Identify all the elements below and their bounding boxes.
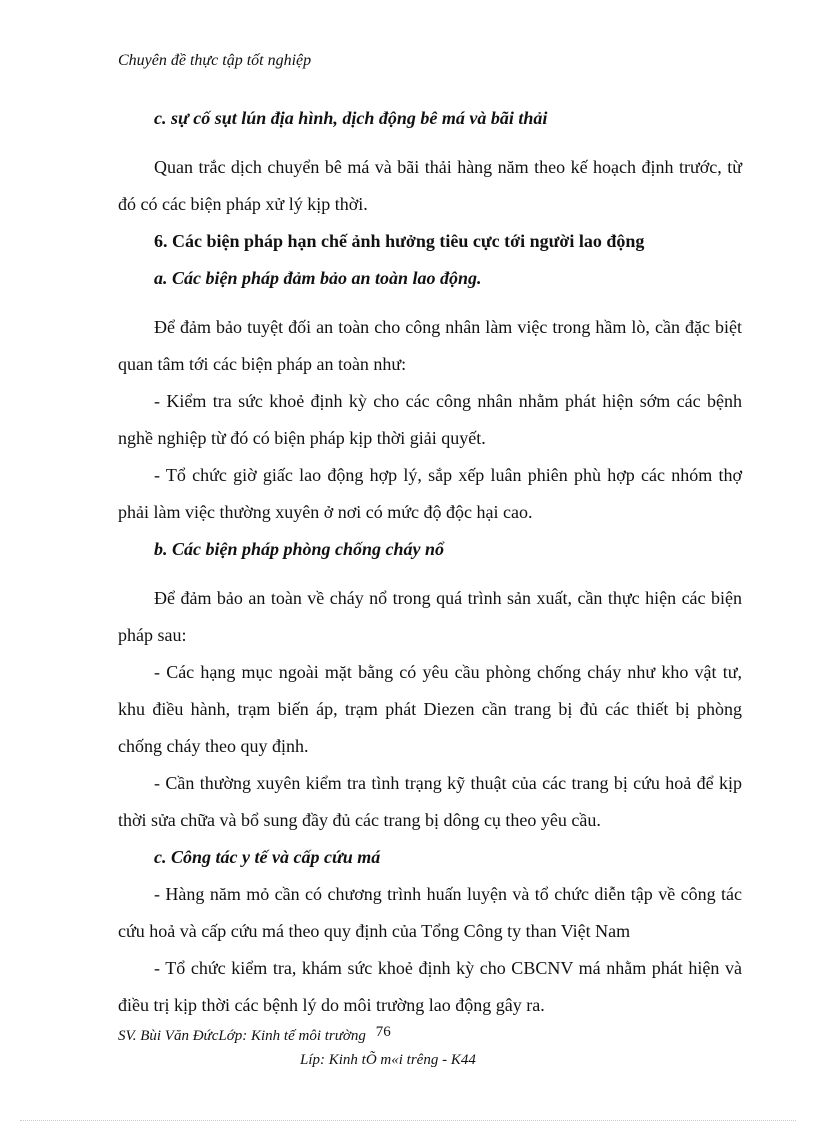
section-a-heading: a. Các biện pháp đảm bảo an toàn lao động. bbox=[154, 268, 482, 288]
section-b-heading: b. Các biện pháp phòng chống cháy nổ bbox=[154, 539, 445, 559]
footer-class-line: Líp: Kinh tÕ m«i trêng - K44 bbox=[300, 1052, 476, 1068]
section-b-paragraph-1: Để đảm bảo an toàn về cháy nổ trong quá trình sản xuất, cần thực hiện các biện pháp sau: bbox=[118, 588, 742, 645]
running-header: Chuyên đề thực tập tốt nghiệp bbox=[118, 52, 312, 69]
page-footer bbox=[118, 1024, 391, 1045]
section-a-paragraph-2: - Kiểm tra sức khoẻ định kỳ cho các công nhân nhằm phát hiện sớm các bệnh nghề nghiệp từ đó có biện pháp kịp thời giải quyết. bbox=[118, 391, 742, 448]
section-c-heading: c. sự cố sụt lún địa hình, dịch động bê má và bãi thải bbox=[154, 108, 548, 128]
section-c2-paragraph-1: - Hàng năm mỏ cần có chương trình huấn luyện và tổ chức diễn tập về công tác cứu hoả và cấp cứu má theo quy định của Tổng Công ty than Việt Nam bbox=[118, 884, 742, 941]
section-a-paragraph-3: - Tổ chức giờ giấc lao động hợp lý, sắp xếp luân phiên phù hợp các nhóm thợ phải làm việc thường xuyên ở nơi có mức độ độc hại cao. bbox=[118, 465, 742, 522]
page-number: 76 bbox=[375, 1024, 391, 1040]
section-c-paragraph: Quan trắc dịch chuyển bê má và bãi thải hàng năm theo kế hoạch định trước, từ đó có các biện pháp xử lý kịp thời. bbox=[118, 157, 742, 214]
section-b-paragraph-3: - Cần thường xuyên kiểm tra tình trạng kỹ thuật của các trang bị cứu hoả để kịp thời sửa chữa và bổ sung đầy đủ các trang bị dông cụ theo yêu cầu. bbox=[118, 773, 742, 830]
section-c2-heading: c. Công tác y tế và cấp cứu má bbox=[154, 847, 381, 867]
section-a-paragraph-1: Để đảm bảo tuyệt đối an toàn cho công nhân làm việc trong hầm lò, cần đặc biệt quan tâm tới các biện pháp an toàn như: bbox=[118, 317, 742, 374]
document-body bbox=[118, 100, 742, 1024]
page-bottom-border bbox=[20, 1120, 796, 1121]
section-c2-paragraph-2: - Tổ chức kiểm tra, khám sức khoẻ định kỳ cho CBCNV má nhằm phát hiện và điều trị kịp thời các bệnh lý do môi trường lao động gây ra. bbox=[118, 958, 742, 1015]
section-6-heading: 6. Các biện pháp hạn chế ảnh hưởng tiêu cực tới người lao động bbox=[154, 231, 645, 251]
footer-author-line: SV. Bùi Văn ĐứcLớp: Kinh tế môi trường bbox=[118, 1028, 366, 1044]
section-b-paragraph-2: - Các hạng mục ngoài mặt bằng có yêu cầu phòng chống cháy như kho vật tư, khu điều hành, trạm biến áp, trạm phát Diezen cần trang bị đủ các thiết bị phòng chống cháy theo quy định. bbox=[118, 662, 742, 756]
